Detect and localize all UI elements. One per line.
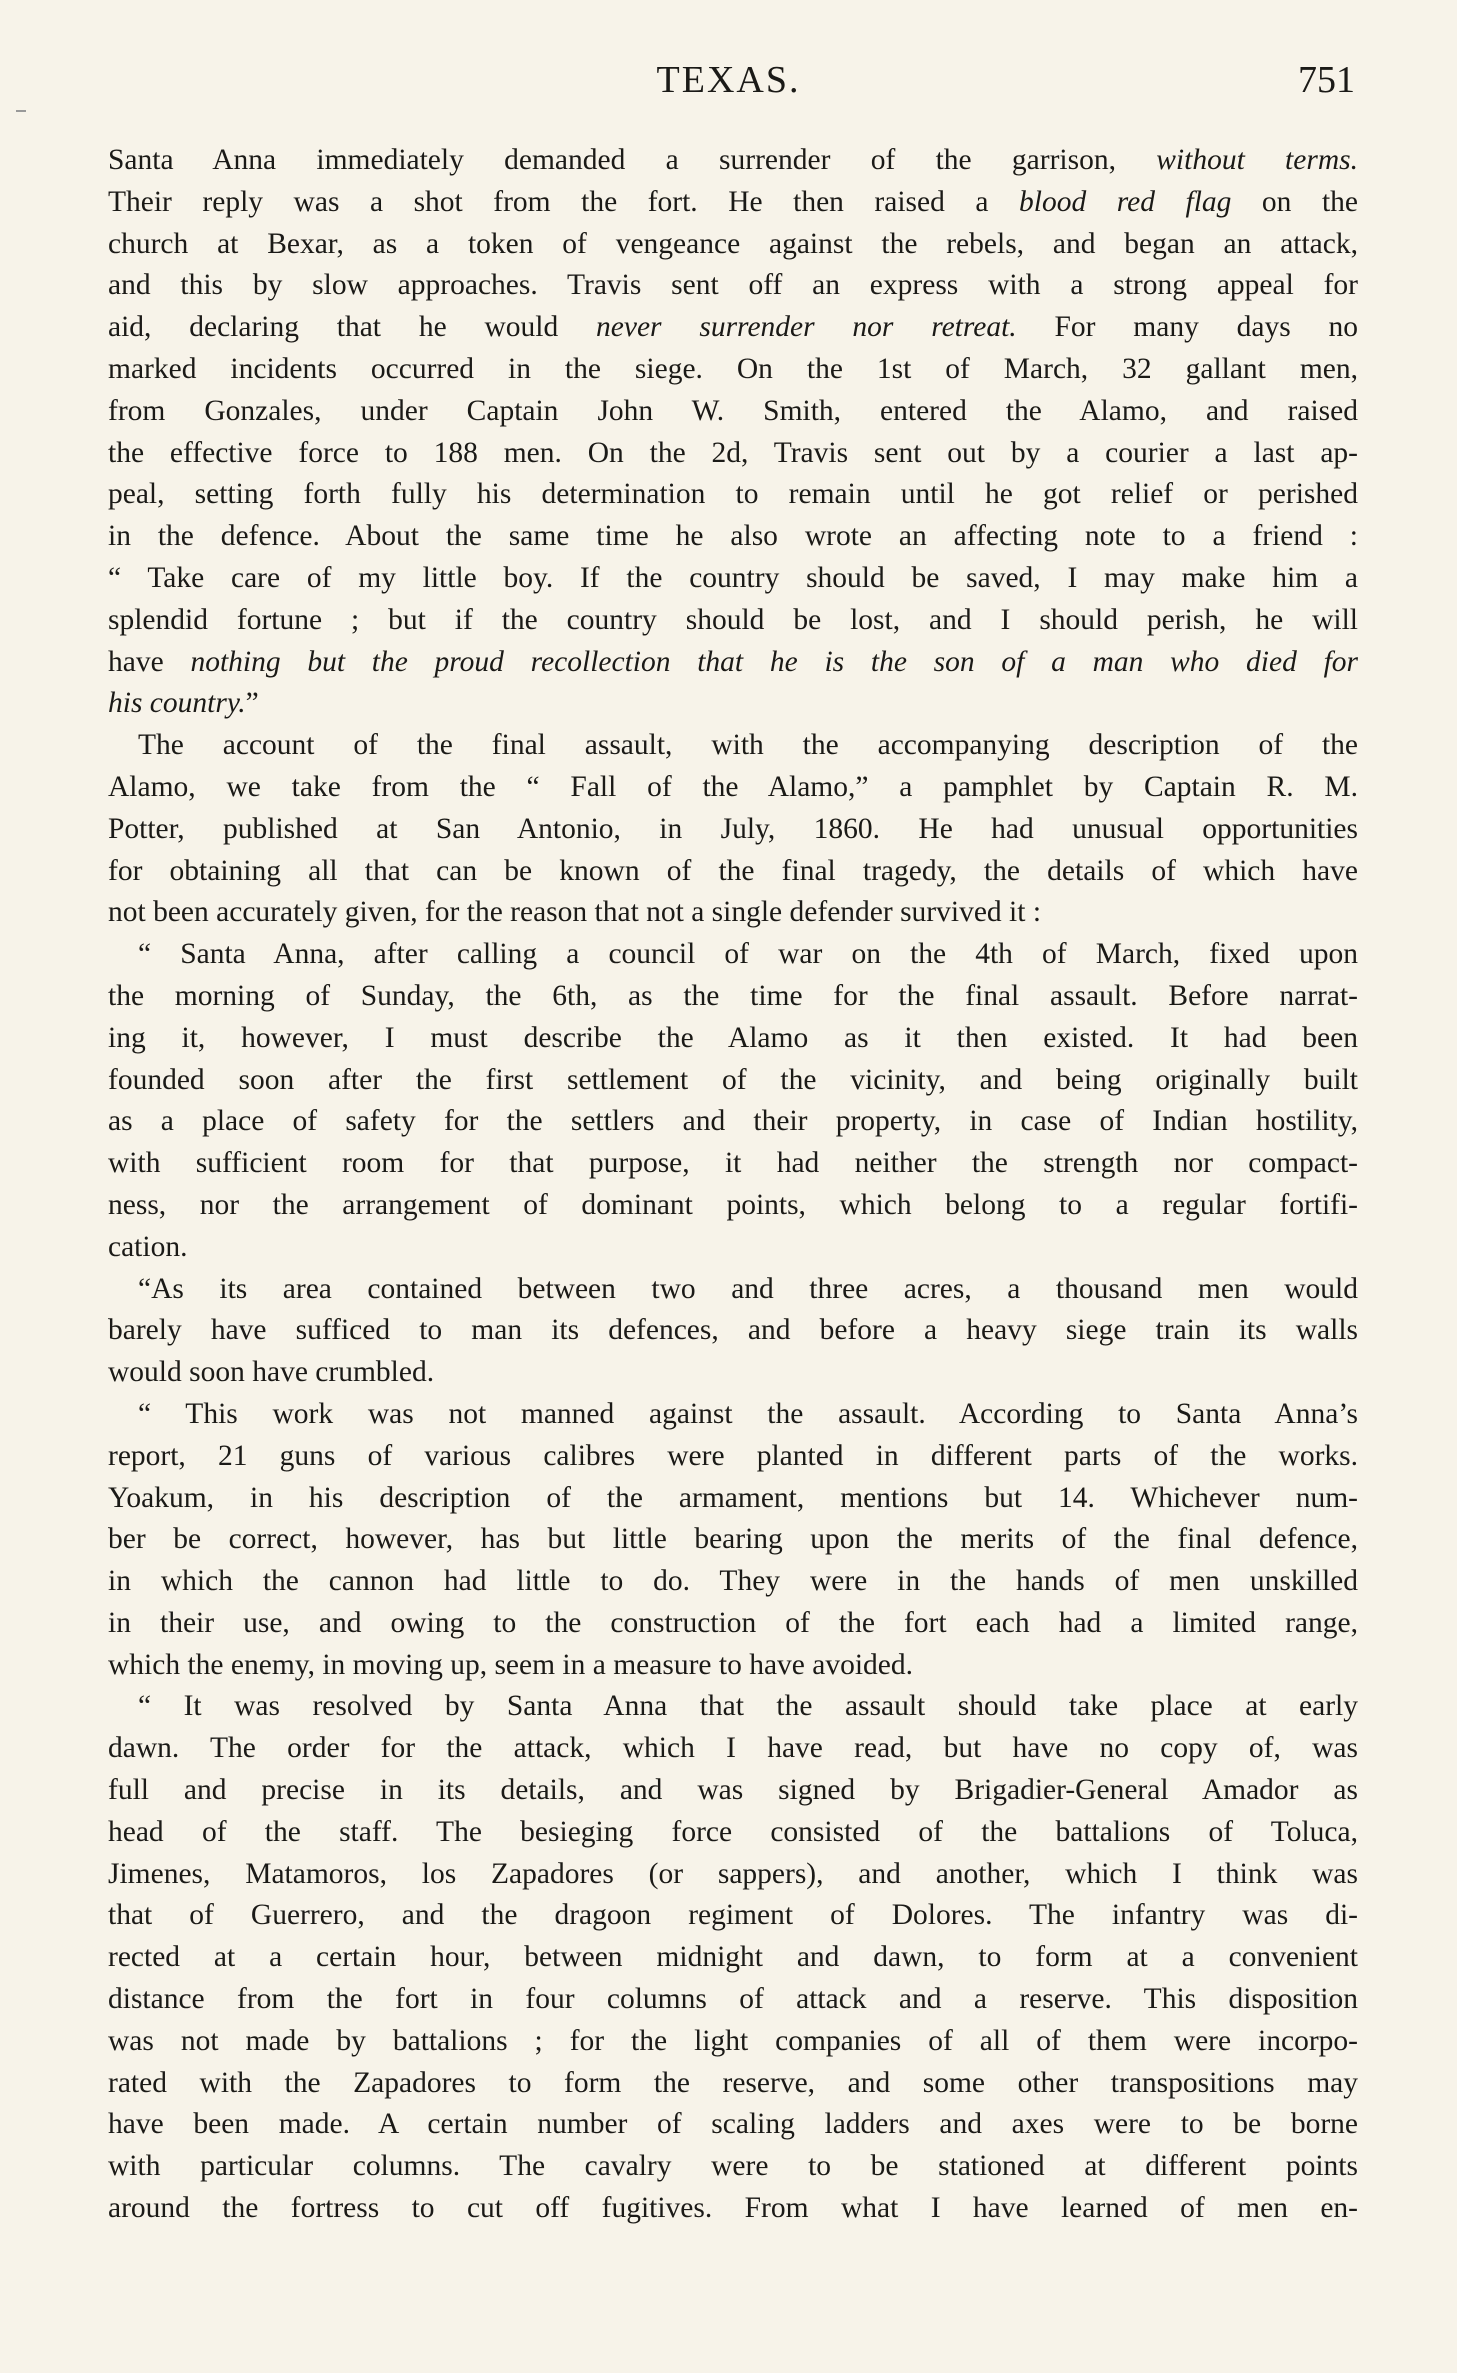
text-line [108, 2104, 1358, 2146]
text-line [108, 1352, 1358, 1394]
text-line [108, 265, 1358, 307]
text-line [108, 224, 1358, 266]
text-line [108, 182, 1358, 224]
italic-run: nothing but the proud recollection that he is the son of a man who died for [190, 645, 1358, 678]
text-line [108, 725, 1358, 767]
text-run: would soon have crumbled. [108, 1356, 435, 1389]
text-run: in their use, and owing to the construction of the fort each had a limited range, [108, 1606, 1358, 1639]
text-run: Alamo, we take from the “ Fall of the Alamo,” a pamphlet by Captain R. M. [108, 770, 1358, 803]
italic-run: blood red flag [1019, 185, 1232, 218]
text-line [108, 140, 1358, 182]
text-run: Their reply was a shot from the fort. He then raised a [108, 185, 1020, 218]
text-line [108, 934, 1358, 976]
text-line [108, 1979, 1358, 2021]
text-line [108, 1143, 1358, 1185]
text-run: and this by slow approaches. Travis sent off an express with a strong appeal for [108, 269, 1358, 302]
text-run: full and precise in its details, and was signed by Brigadier-General Amador as [108, 1774, 1358, 1807]
text-line [108, 1060, 1358, 1102]
text-line [108, 2146, 1358, 2188]
text-line [108, 1603, 1358, 1645]
text-line [108, 2063, 1358, 2105]
text-run: ness, nor the arrangement of dominant points, which belong to a regular fortifi- [108, 1188, 1358, 1221]
text-line [108, 1394, 1358, 1436]
text-run: in the defence. About the same time he also wrote an affecting note to a friend : [108, 520, 1358, 553]
text-run: around the fortress to cut off fugitives. From what I have learned of men en- [108, 2192, 1358, 2225]
text-line [108, 1728, 1358, 1770]
text-line [108, 1269, 1358, 1311]
text-run: For many days no [1016, 311, 1359, 344]
text-line [108, 1645, 1358, 1687]
text-line [108, 2188, 1358, 2230]
text-line [108, 892, 1358, 934]
text-run: have been made. A certain number of scaling ladders and axes were to be borne [108, 2108, 1358, 2141]
text-run: “ It was resolved by Santa Anna that the assault should take place at early [138, 1690, 1358, 1723]
text-run: the morning of Sunday, the 6th, as the time for the final assault. Before narrat- [108, 979, 1358, 1012]
text-run: have [108, 645, 191, 678]
text-run: that of Guerrero, and the dragoon regiment of Dolores. The infantry was di- [108, 1899, 1358, 1932]
text-line [108, 2021, 1358, 2063]
text-line [108, 391, 1358, 433]
text-line [108, 433, 1358, 475]
text-run: ing it, however, I must describe the Alamo as it then existed. It had been [108, 1021, 1358, 1054]
text-run: the effective force to 188 men. On the 2d, Travis sent out by a courier a last ap- [108, 436, 1358, 469]
text-line [108, 1519, 1358, 1561]
text-run: cation. [108, 1230, 188, 1263]
text-run: “ Take care of my little boy. If the country should be saved, I may make him a [108, 561, 1358, 594]
text-run: with particular columns. The cavalry were to be stationed at different points [108, 2150, 1358, 2183]
margin-mark [16, 110, 26, 112]
text-run: ” [245, 687, 259, 720]
text-line [108, 1561, 1358, 1603]
text-run: marked incidents occurred in the siege. On the 1st of March, 32 gallant men, [108, 352, 1358, 385]
text-run: Jimenes, Matamoros, los Zapadores (or sappers), and another, which I think was [108, 1857, 1358, 1890]
text-line [108, 767, 1358, 809]
text-line [108, 1937, 1358, 1979]
text-line [108, 1895, 1358, 1937]
text-run: distance from the fort in four columns of attack and a reserve. This disposition [108, 1983, 1358, 2016]
text-line [108, 809, 1358, 851]
text-run: which the enemy, in moving up, seem in a measure to have avoided. [108, 1648, 914, 1681]
text-line [108, 558, 1358, 600]
text-run: dawn. The order for the attack, which I have read, but have no copy of, was [108, 1732, 1358, 1765]
text-run: was not made by battalions ; for the light companies of all of them were incorpo- [108, 2024, 1358, 2057]
text-line [108, 683, 1358, 725]
text-run: The account of the final assault, with the accompanying description of the [138, 729, 1358, 762]
text-line [108, 1812, 1358, 1854]
text-run: founded soon after the first settlement of the vicinity, and being originally built [108, 1063, 1358, 1096]
text-run: Santa Anna immediately demanded a surrender of the garrison, [108, 144, 1157, 176]
page-title: TEXAS. [656, 59, 801, 101]
page-number: 751 [1298, 59, 1355, 101]
text-line [108, 1185, 1358, 1227]
text-run: splendid fortune ; but if the country should be lost, and I should perish, he will [108, 603, 1358, 636]
text-line [108, 1101, 1358, 1143]
text-run: on the [1231, 185, 1358, 218]
text-run: with sufficient room for that purpose, it had neither the strength nor compact- [108, 1147, 1358, 1180]
text-line [108, 851, 1358, 893]
text-run: rected at a certain hour, between midnight and dawn, to form at a convenient [108, 1941, 1358, 1974]
text-line [108, 1770, 1358, 1812]
text-run: barely have sufficed to man its defences, and before a heavy siege train its walls [108, 1314, 1358, 1347]
text-run: church at Bexar, as a token of vengeance against the rebels, and began an attack, [108, 227, 1358, 260]
body-text [108, 140, 1358, 2230]
text-line [108, 1018, 1358, 1060]
text-line [108, 307, 1358, 349]
text-line [108, 1310, 1358, 1352]
text-run: report, 21 guns of various calibres were planted in different parts of the works. [108, 1439, 1358, 1472]
text-line [108, 1478, 1358, 1520]
italic-run: his country. [108, 687, 246, 720]
text-line [108, 474, 1358, 516]
italic-run: never surrender nor retreat. [596, 311, 1017, 344]
text-run: “ Santa Anna, after calling a council of war on the 4th of March, fixed upon [138, 938, 1358, 971]
text-run: as a place of safety for the settlers and their property, in case of Indian hostility, [108, 1105, 1358, 1138]
text-run: aid, declaring that he would [108, 311, 597, 344]
text-run: ber be correct, however, has but little bearing upon the merits of the final defence, [108, 1523, 1358, 1556]
text-line [108, 516, 1358, 558]
text-run: head of the staff. The besieging force consisted of the battalions of Toluca, [108, 1815, 1358, 1848]
text-line [108, 600, 1358, 642]
text-run: rated with the Zapadores to form the reserve, and some other transpositions may [108, 2066, 1358, 2099]
text-line [108, 642, 1358, 684]
running-head [0, 58, 1457, 108]
text-line [108, 1436, 1358, 1478]
text-run: not been accurately given, for the reason that not a single defender survived it : [108, 896, 1042, 929]
text-run: for obtaining all that can be known of the final tragedy, the details of which have [108, 854, 1358, 887]
text-run: in which the cannon had little to do. They were in the hands of men unskilled [108, 1565, 1358, 1598]
text-line [108, 1686, 1358, 1728]
text-line [108, 1854, 1358, 1896]
italic-run: without terms. [1156, 144, 1358, 176]
text-line [108, 349, 1358, 391]
text-run: Yoakum, in his description of the armament, mentions but 14. Whichever num- [108, 1481, 1358, 1514]
text-line [108, 976, 1358, 1018]
text-run: Potter, published at San Antonio, in July, 1860. He had unusual opportunities [108, 812, 1358, 845]
text-run: “ This work was not manned against the assault. According to Santa Anna’s [138, 1397, 1358, 1430]
text-line [108, 1227, 1358, 1269]
text-run: from Gonzales, under Captain John W. Smith, entered the Alamo, and raised [108, 394, 1358, 427]
text-run: “As its area contained between two and three acres, a thousand men would [138, 1272, 1358, 1305]
text-run: peal, setting forth fully his determination to remain until he got relief or perished [108, 478, 1358, 511]
